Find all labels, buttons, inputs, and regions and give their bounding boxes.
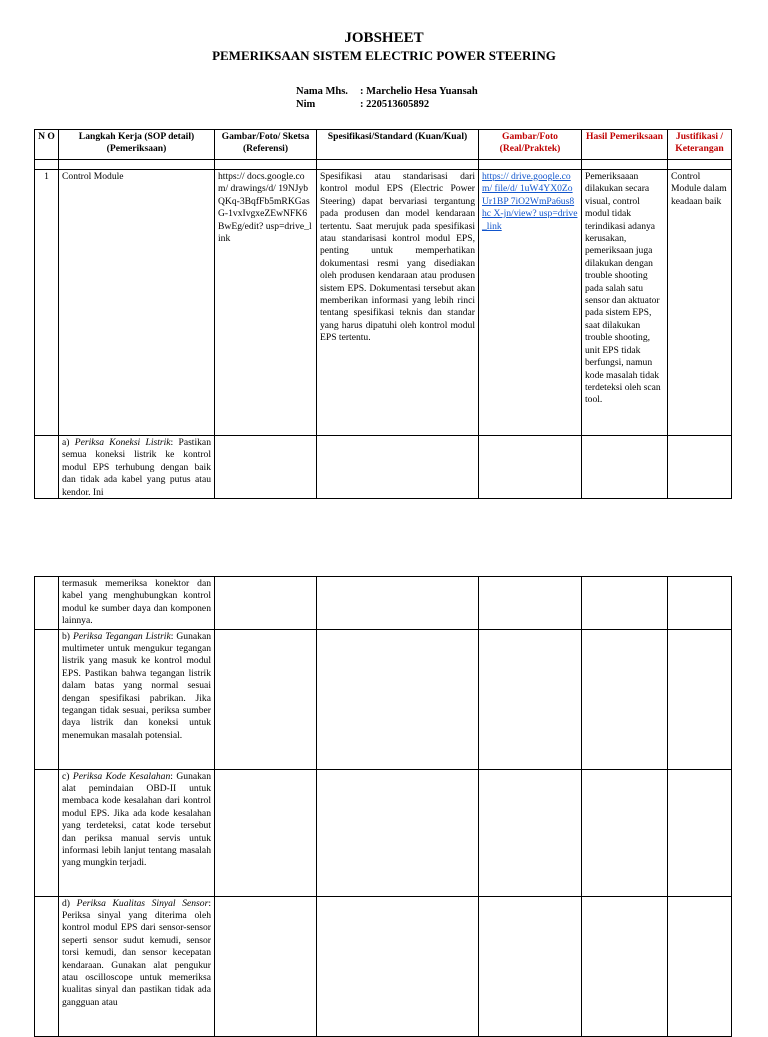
table-row bbox=[35, 896, 732, 1036]
step-b-title: Periksa Tegangan Listrik bbox=[72, 630, 171, 642]
header-gambar-real: Gambar/Foto (Real/Praktek) bbox=[479, 130, 582, 160]
step-a-cell bbox=[59, 436, 215, 499]
cell bbox=[479, 629, 582, 769]
spesifikasi-cell: Spesifikasi atau standarisasi dari kontrol modul EPS (Electric Power Steering) dapat bervariasi tergantung pada produsen dan model kendaraan tertentu. Saat merujuk pada spesifikasi atau standarisasi kontrol modul EPS, penting untuk memperhatikan dokumentasi resmi yang disediakan oleh produsen kendaraan atau produsen sistem EPS. Dokumentasi tersebut akan memberikan informasi yang lebih rinci tentang spesifikasi teknis dan standar yang harus dipatuhi oleh kontrol modul EPS tertentu. bbox=[317, 170, 479, 436]
cell bbox=[479, 769, 582, 896]
step-d-cell bbox=[59, 896, 215, 1036]
student-nim-value: : 220513605892 bbox=[360, 99, 430, 110]
cell bbox=[215, 577, 317, 630]
cell bbox=[215, 896, 317, 1036]
hasil-cell: Pemeriksaaan dilakukan secara visual, control modul tidak terindikasi adanya kerusakan, pemeriksaan juga dilakukan dengan trouble shooting pada salah satu sensor dan aktuator pada sistem EPS, saat dilakukan trouble shooting, unit EPS tidak berfungsi, namun kode masalah tidak terdeteksi oleh scan tool. bbox=[582, 170, 668, 436]
step-d-title: Periksa Kualitas Sinyal Sensor bbox=[76, 897, 209, 909]
table-header-row bbox=[35, 130, 732, 160]
step-b-lead: b) bbox=[62, 630, 73, 642]
cell bbox=[582, 160, 668, 170]
cell bbox=[668, 577, 732, 630]
header-justifikasi: Justifikasi / Keterangan bbox=[668, 130, 732, 160]
cell bbox=[35, 629, 59, 769]
header-no: N O bbox=[35, 130, 59, 160]
step-b-text: : Gunakan multimeter untuk mengukur tegangan listrik yang masuk ke kontrol modul EPS. Pastikan bahwa tegangan listrik dalam batas yang normal sesuai dengan spesifikasi pabrikan. Jika tegangan tidak sesuai, periksa sumber daya listrik dan koneksi untuk menemukan masalah potensial. bbox=[62, 630, 211, 741]
student-name-value: : Marchelio Hesa Yuansah bbox=[360, 86, 478, 97]
justifikasi-cell: Control Module dalam keadaan baik bbox=[668, 170, 732, 436]
document-title: JOBSHEET bbox=[344, 30, 424, 46]
cell bbox=[582, 436, 668, 499]
student-name-label: Nama Mhs. bbox=[296, 86, 348, 97]
cell bbox=[215, 769, 317, 896]
cell bbox=[479, 436, 582, 499]
step-a-continued: termasuk memeriksa konektor dan kabel yang menghubungkan kontrol modul ke sumber daya dan komponen lainnya. bbox=[59, 577, 215, 630]
cell bbox=[317, 629, 479, 769]
cell bbox=[215, 436, 317, 499]
step-c-title: Periksa Kode Kesalahan bbox=[72, 770, 171, 782]
row-number: 1 bbox=[35, 170, 59, 436]
real-photo-link-cell bbox=[479, 170, 582, 436]
cell bbox=[479, 896, 582, 1036]
cell bbox=[317, 896, 479, 1036]
step-c-text: : Gunakan alat pemindaian OBD-II untuk membaca kode kesalahan dari kontrol modul EPS. Jika ada kode kesalahan yang terdeteksi, catat kode tersebut dan periksa manual servis untuk informasi lebih lanjut tentang masalah yang mungkin terjadi. bbox=[62, 770, 211, 869]
cell bbox=[479, 577, 582, 630]
step-c-lead: c) bbox=[62, 770, 73, 782]
cell bbox=[479, 160, 582, 170]
step-a-title: Periksa Koneksi Listrik bbox=[74, 437, 171, 448]
cell bbox=[35, 769, 59, 896]
cell bbox=[59, 160, 215, 170]
jobsheet-table-continued bbox=[34, 576, 732, 1037]
cell bbox=[317, 436, 479, 499]
jobsheet-table-top bbox=[34, 129, 732, 499]
cell bbox=[317, 160, 479, 170]
cell bbox=[215, 629, 317, 769]
cell bbox=[668, 160, 732, 170]
header-hasil: Hasil Pemeriksaan bbox=[582, 130, 668, 160]
table-row bbox=[35, 577, 732, 630]
spacer-row bbox=[35, 160, 732, 170]
cell bbox=[35, 896, 59, 1036]
cell bbox=[668, 896, 732, 1036]
cell bbox=[317, 769, 479, 896]
student-identity bbox=[296, 85, 478, 111]
step-d-lead: d) bbox=[62, 897, 77, 909]
cell bbox=[668, 436, 732, 499]
cell bbox=[35, 160, 59, 170]
cell bbox=[215, 160, 317, 170]
student-nim-label: Nim bbox=[296, 99, 316, 110]
cell bbox=[582, 769, 668, 896]
step-a-text: : Pastikan semua koneksi listrik ke kontrol modul EPS terhubung dengan baik dan tidak ada kabel yang putus atau kendor. Ini bbox=[62, 437, 211, 497]
document-subtitle: PEMERIKSAAN SISTEM ELECTRIC POWER STEERING bbox=[212, 48, 556, 63]
header-gambar-ref: Gambar/Foto/ Sketsa (Referensi) bbox=[215, 130, 317, 160]
step-c-cell bbox=[59, 769, 215, 896]
table-row bbox=[35, 436, 732, 499]
cell bbox=[668, 629, 732, 769]
cell bbox=[317, 577, 479, 630]
langkah-cell: Control Module bbox=[59, 170, 215, 436]
cell bbox=[35, 436, 59, 499]
step-a-lead: a) bbox=[62, 437, 75, 448]
cell bbox=[35, 577, 59, 630]
table-row bbox=[35, 769, 732, 896]
cell bbox=[582, 896, 668, 1036]
reference-link[interactable]: https:// docs.google.com/ drawings/d/ 19NJybQKq-3BqfFb5mRKGasG-1vxIvgxeZEwNFK6 BwEg/edit? usp=drive_link bbox=[215, 170, 317, 436]
cell bbox=[582, 629, 668, 769]
header-langkah: Langkah Kerja (SOP detail) (Pemeriksaan) bbox=[59, 130, 215, 160]
cell bbox=[582, 577, 668, 630]
step-d-text: : Periksa sinyal yang diterima oleh kontrol modul EPS dari sensor-sensor seperti sensor sudut kemudi, sensor torsi kemudi, dan sensor kecepatan kendaraan. Gunakan alat pengukur atau oscilloscope untuk memeriksa kualitas sinyal dan pastikan tidak ada gangguan atau bbox=[62, 897, 211, 1008]
step-b-cell bbox=[59, 629, 215, 769]
table-row bbox=[35, 629, 732, 769]
header-spesifikasi: Spesifikasi/Standard (Kuan/Kual) bbox=[317, 130, 479, 160]
table-row bbox=[35, 170, 732, 436]
cell bbox=[668, 769, 732, 896]
real-photo-link[interactable]: https:// drive.google.com/ file/d/ 1uW4YX0ZoUr1BP 7iO2WmPa6us8hc X-jn/view? usp=drive_link bbox=[482, 171, 578, 232]
